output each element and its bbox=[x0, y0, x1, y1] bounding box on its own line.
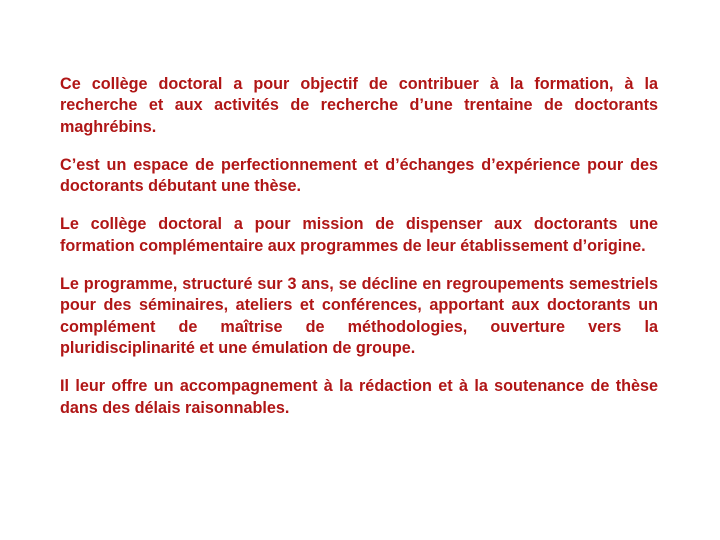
paragraph-mission: Le collège doctoral a pour mission de dispenser aux doctorants une formation complémentaire aux programmes de leur établissement d’origine. bbox=[60, 215, 658, 255]
paragraph-space: C’est un espace de perfectionnement et d’échanges d’expérience pour des doctorants débutant une thèse. bbox=[60, 155, 658, 196]
slide-body bbox=[60, 74, 658, 436]
paragraph-support: Il leur offre un accompagnement à la rédaction et à la soutenance de thèse dans des délais raisonnables. bbox=[60, 377, 658, 417]
paragraph-objective: Ce collège doctoral a pour objectif de contribuer à la formation, à la recherche et aux activités de recherche d’une trentaine de doctorants maghrébins. bbox=[60, 75, 658, 136]
paragraph-program: Le programme, structuré sur 3 ans, se décline en regroupements semestriels pour des séminaires, ateliers et conférences, apportant aux doctorants un complément de maîtrise de méthodologies, ouverture vers la pluridisciplinarité et une émulation de groupe. bbox=[60, 275, 658, 357]
